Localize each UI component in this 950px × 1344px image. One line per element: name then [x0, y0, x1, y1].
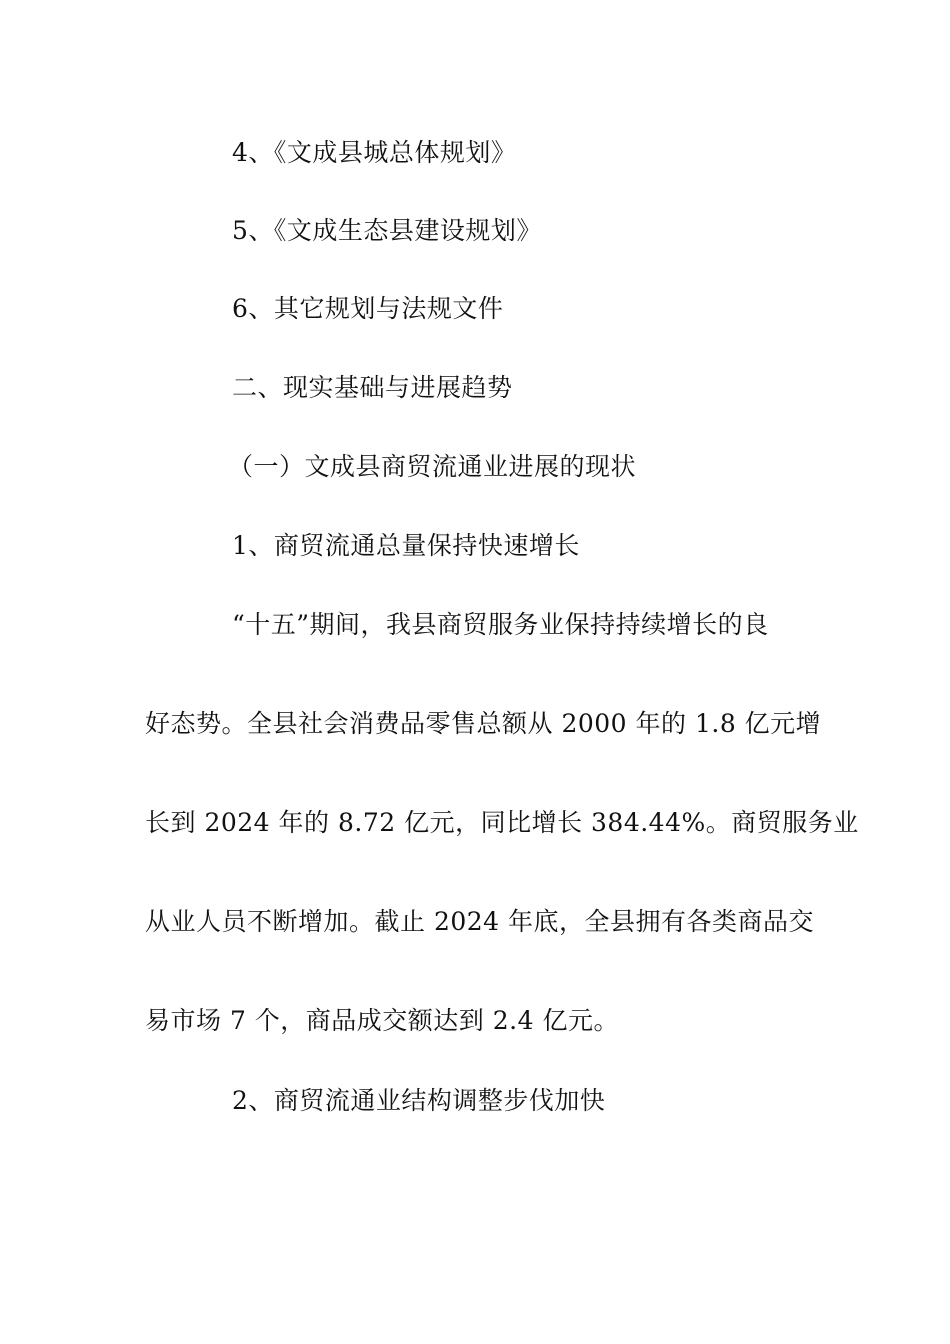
list-item-6: 6、其它规划与法规文件 [232, 294, 504, 323]
point-heading-1: 1、商贸流通总量保持快速增长 [232, 531, 580, 560]
point-heading-2: 2、商贸流通业结构调整步伐加快 [232, 1086, 606, 1115]
list-item-4: 4、《文成县城总体规划》 [232, 138, 517, 167]
paragraph-line-2: 好态势。全县社会消费品零售总额从 2000 年的 1.8 亿元增 [145, 709, 822, 738]
paragraph-line-3: 长到 2024 年的 8.72 亿元，同比增长 384.44%。商贸服务业 [145, 808, 859, 837]
subsection-heading: （一）文成县商贸流通业进展的现状 [228, 452, 637, 481]
paragraph-line-5: 易市场 7 个，商品成交额达到 2.4 亿元。 [145, 1006, 619, 1035]
section-heading: 二、现实基础与进展趋势 [232, 373, 513, 402]
list-item-5: 5、《文成生态县建设规划》 [232, 216, 542, 245]
paragraph-line-4: 从业人员不断增加。截止 2024 年底，全县拥有各类商品交 [145, 907, 815, 936]
paragraph-line-1: “十五”期间，我县商贸服务业保持持续增长的良 [232, 610, 769, 639]
